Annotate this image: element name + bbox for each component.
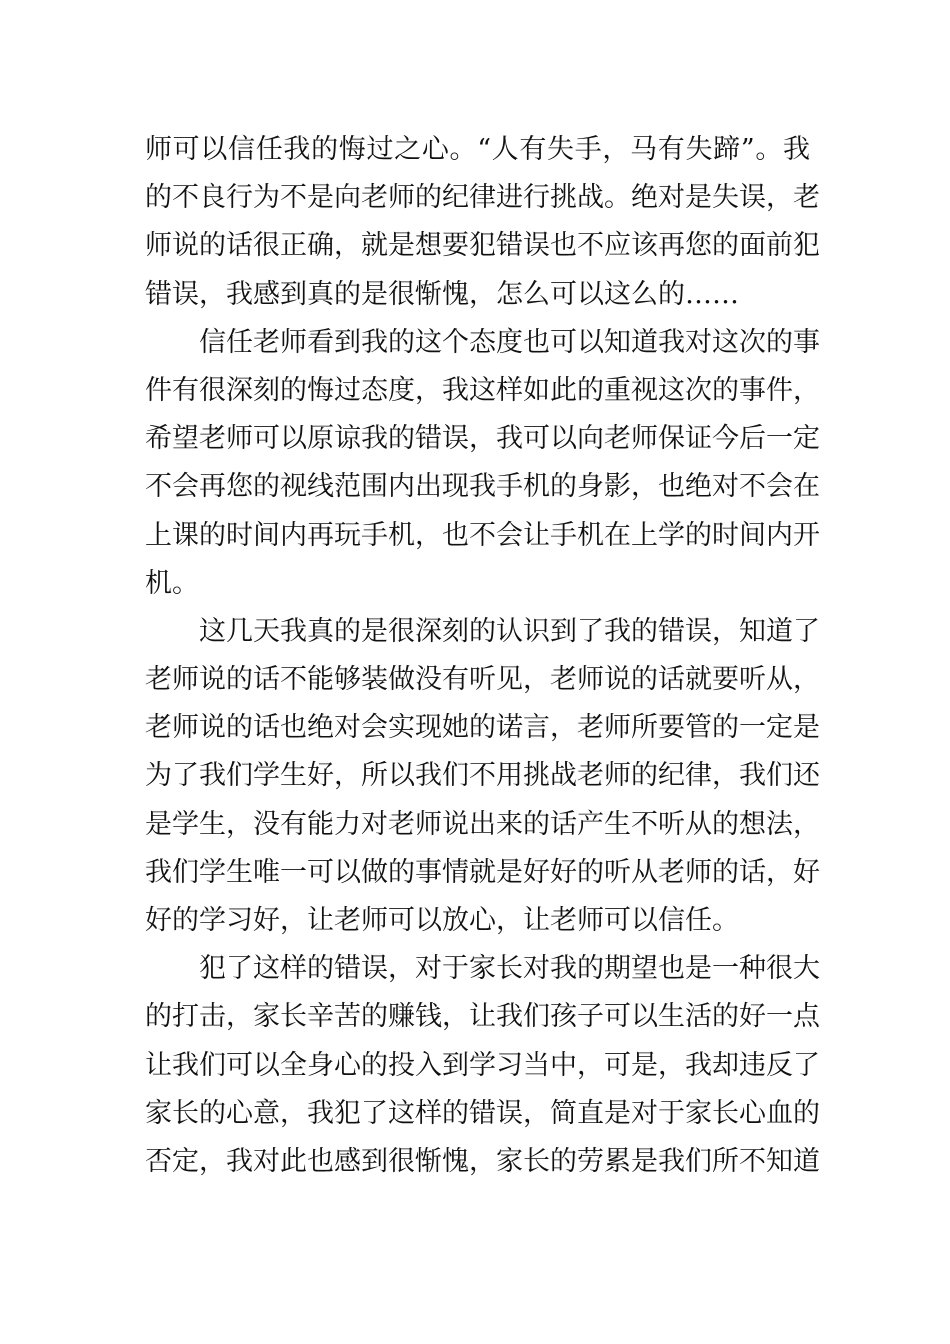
text-line: 老师说的话不能够装做没有听见，老师说的话就要听从， [145,664,820,696]
text-line: 老师说的话也绝对会实现她的诺言，老师所要管的一定是 [145,712,820,744]
text-line: 件有很深刻的悔过态度，我这样如此的重视这次的事件， [145,374,820,406]
text-line: 师可以信任我的悔过之心。“人有失手，马有失蹄”。我 [145,134,810,165]
paragraph-3 [145,608,820,945]
text-line: 的打击，家长辛苦的赚钱，让我们孩子可以生活的好一点 [145,1001,820,1033]
text-line: 机。 [145,567,199,599]
text-line: 犯了这样的错误，对于家长对我的期望也是一种很大 [199,953,820,985]
paragraph-4 [145,945,820,1186]
paragraph-1 [145,126,820,319]
text-line: 我们学生唯一可以做的事情就是好好的听从老师的话，好 [145,856,820,888]
text-line: 的不良行为不是向老师的纪律进行挑战。绝对是失误，老 [145,182,820,214]
text-line: 不会再您的视线范围内出现我手机的身影，也绝对不会在 [145,471,820,503]
text-line: 错误，我感到真的是很惭愧，怎么可以这么的…… [145,278,739,310]
text-line: 上课的时间内再玩手机，也不会让手机在上学的时间内开 [145,519,820,551]
text-line: 为了我们学生好，所以我们不用挑战老师的纪律，我们还 [145,760,820,792]
text-line: 希望老师可以原谅我的错误，我可以向老师保证今后一定 [145,423,820,455]
text-line: 让我们可以全身心的投入到学习当中，可是，我却违反了 [145,1049,820,1081]
document-body [145,126,820,1186]
text-line: 家长的心意，我犯了这样的错误，简直是对于家长心血的 [145,1097,820,1129]
text-line: 好的学习好，让老师可以放心，让老师可以信任。 [145,905,739,936]
text-line: 这几天我真的是很深刻的认识到了我的错误，知道了 [199,615,820,647]
text-line: 师说的话很正确，就是想要犯错误也不应该再您的面前犯 [145,230,820,262]
text-line: 信任老师看到我的这个态度也可以知道我对这次的事 [199,326,820,358]
text-line: 是学生，没有能力对老师说出来的话产生不听从的想法， [145,808,820,840]
paragraph-2 [145,319,820,608]
text-line: 否定，我对此也感到很惭愧，家长的劳累是我们所不知道 [145,1145,820,1177]
